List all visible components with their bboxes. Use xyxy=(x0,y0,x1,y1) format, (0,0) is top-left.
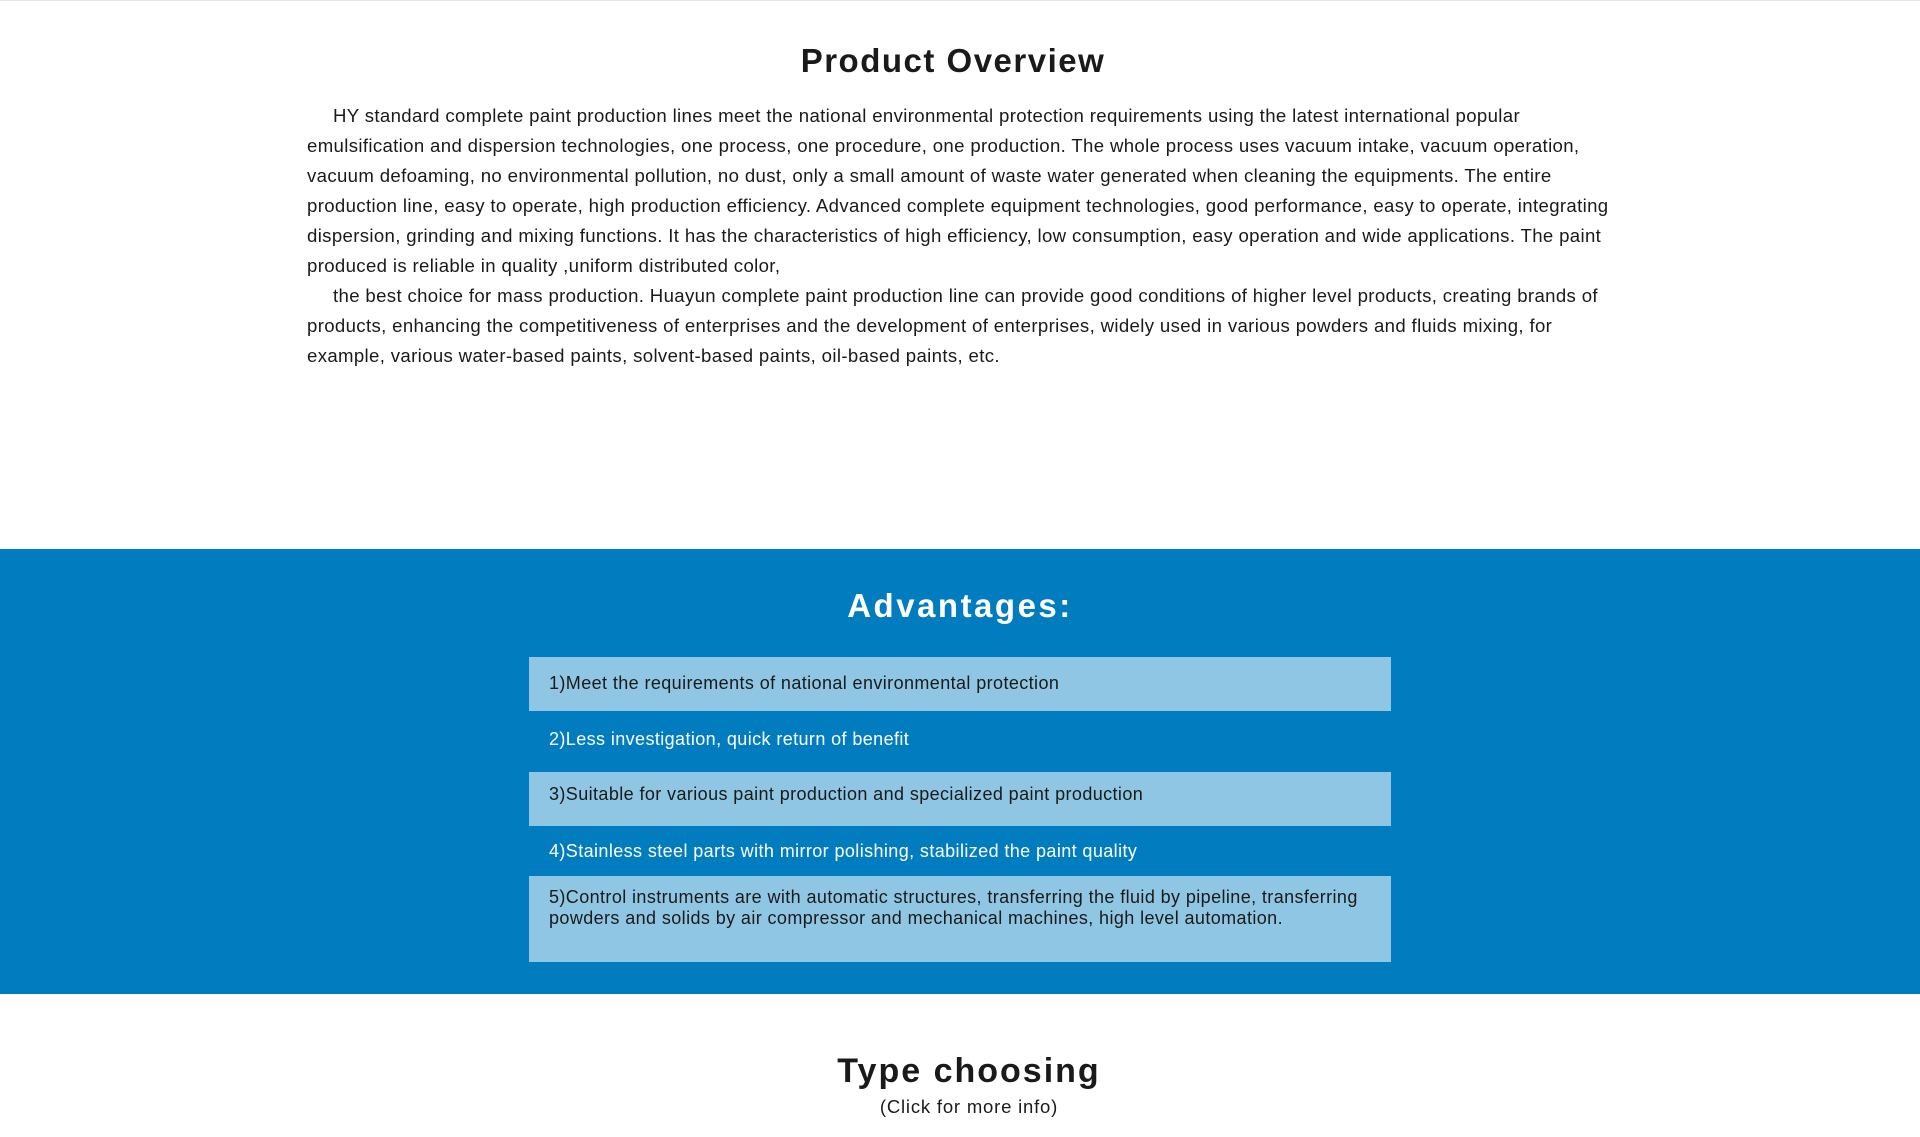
more-info-link[interactable]: (Click for more info) xyxy=(879,1096,1059,1117)
product-overview-body xyxy=(307,101,1627,371)
product-overview-title: Product Overview xyxy=(800,42,1106,79)
product-overview-section xyxy=(0,0,1920,549)
advantages-section xyxy=(0,549,1920,994)
advantage-item-5: 5)Control instruments are with automatic structures, transferring the fluid by pipeline, transferring powders and solids by air compressor and mechanical machines, high level automation. xyxy=(529,876,1391,962)
overview-paragraph-1: HY standard complete paint production lines meet the national environmental protection requirements using the latest international popular emulsification and dispersion technologies, one process, one procedure, one production. The whole process uses vacuum intake, vacuum operation, vacuum defoaming, no environmental pollution, no dust, only a small amount of waste water generated when cleaning the equipments. The entire production line, easy to operate, high production efficiency. Advanced complete equipment technologies, good performance, easy to operate, integrating dispersion, grinding and mixing functions. It has the characteristics of high efficiency, low consumption, easy operation and wide applications. The paint produced is reliable in quality ,uniform distributed color, xyxy=(307,105,1609,276)
type-choosing-title: Type choosing xyxy=(837,1052,1101,1090)
advantage-item-4: 4)Stainless steel parts with mirror polishing, stabilized the paint quality xyxy=(549,841,1138,861)
advantage-item-3: 3)Suitable for various paint production and specialized paint production xyxy=(529,772,1391,826)
overview-paragraph-2: the best choice for mass production. Huayun complete paint production line can provide good conditions of higher level products, creating brands of products, enhancing the competitiveness of enterprises and the development of enterprises, widely used in various powders and fluids mixing, for example, various water-based paints, solvent-based paints, oil-based paints, etc. xyxy=(307,285,1598,366)
advantage-item-2: 2)Less investigation, quick return of benefit xyxy=(549,729,910,749)
advantages-list xyxy=(529,657,1391,962)
advantages-title: Advantages: xyxy=(847,587,1073,624)
advantage-item-1: 1)Meet the requirements of national environmental protection xyxy=(529,657,1391,711)
